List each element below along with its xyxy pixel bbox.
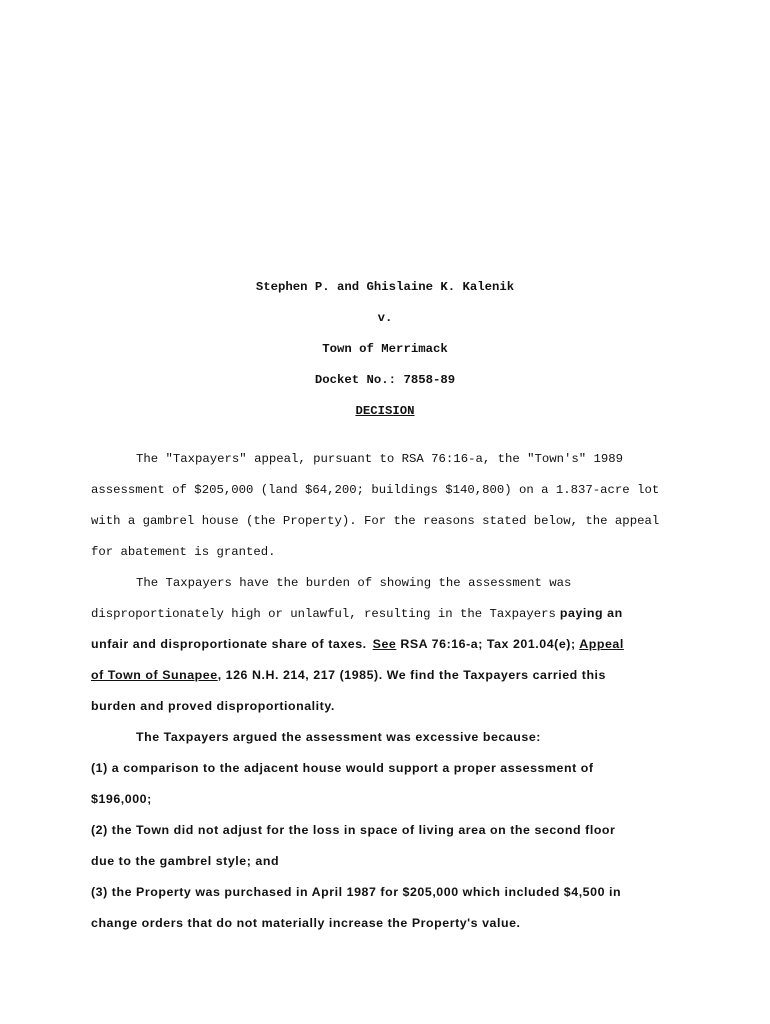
paragraph-1-line: for abatement is granted.: [91, 545, 276, 559]
paragraph-2-line: The Taxpayers have the burden of showing the assessment was: [136, 576, 572, 590]
see-signal: See: [372, 637, 397, 651]
paragraph-1-line: assessment of $205,000 (land $64,200; buildings $140,800) on a 1.837-acre lot: [91, 483, 660, 497]
paragraph-2-line: [91, 636, 624, 652]
paragraph-1-line: The "Taxpayers" appeal, pursuant to RSA 76:16-a, the "Town's" 1989: [136, 452, 624, 466]
list-item-3-line: (3) the Property was purchased in April 1987 for $205,000 which included $4,500 in: [91, 885, 622, 899]
paragraph-3-line: The Taxpayers argued the assessment was excessive because:: [136, 730, 541, 744]
list-item-1-line: $196,000;: [91, 792, 152, 806]
paragraph-2-mono-text: disproportionately high or unlawful, resulting in the Taxpayers: [91, 607, 556, 621]
list-item-3-line: change orders that do not materially increase the Property's value.: [91, 916, 521, 930]
case-versus: v.: [377, 311, 393, 325]
docket-number: Docket No.: 7858-89: [314, 373, 456, 387]
paragraph-2-text: , 126 N.H. 214, 217 (1985). We find the Taxpayers carried this: [217, 668, 606, 682]
decision-heading: DECISION: [355, 404, 415, 418]
case-parties: Stephen P. and Ghislaine K. Kalenik: [255, 280, 515, 294]
paragraph-2-line: burden and proved disproportionality.: [91, 699, 335, 713]
case-citation-start: Appeal: [579, 637, 624, 651]
list-item-1-line: (1) a comparison to the adjacent house would support a proper assessment of: [91, 761, 594, 775]
list-item-2-line: (2) the Town did not adjust for the loss in space of living area on the second floor: [91, 823, 616, 837]
paragraph-1-line: with a gambrel house (the Property). For the reasons stated below, the appeal: [91, 514, 660, 528]
case-citation-end: of Town of Sunapee: [91, 668, 218, 682]
paragraph-2-text: unfair and disproportionate share of taxes.: [91, 637, 367, 651]
case-respondent: Town of Merrimack: [322, 342, 448, 356]
paragraph-2-sans-text: paying an: [559, 606, 623, 620]
paragraph-2-line: [91, 667, 606, 683]
list-item-2-line: due to the gambrel style; and: [91, 854, 280, 868]
paragraph-2-line: [91, 605, 623, 622]
statute-citation: RSA 76:16-a; Tax 201.04(e);: [400, 637, 576, 651]
